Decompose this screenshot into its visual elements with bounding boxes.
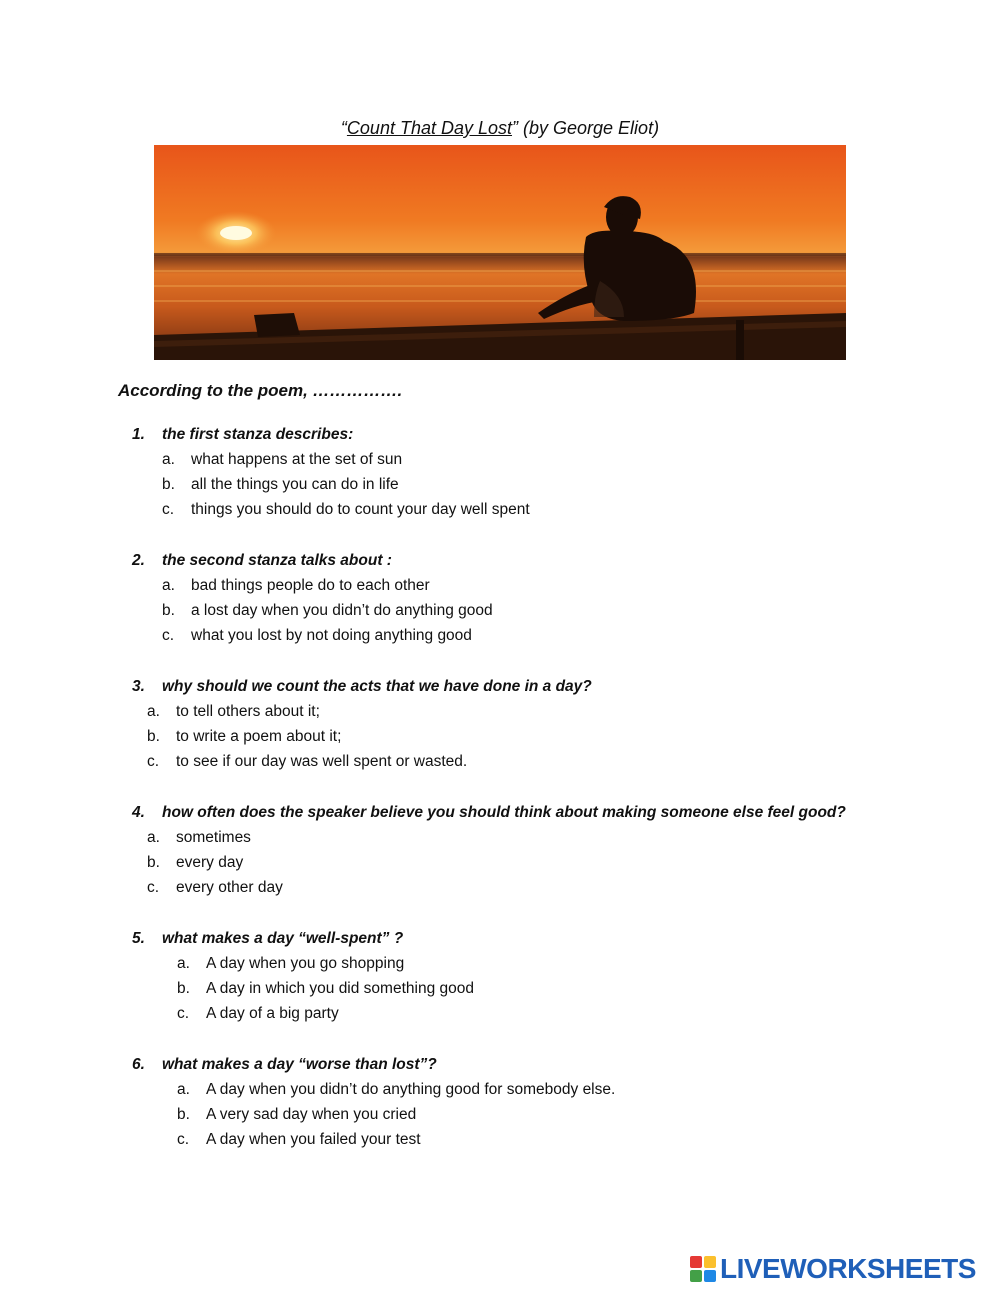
answer-option[interactable]: A very sad day when you cried — [206, 1106, 417, 1123]
answer-option[interactable]: to tell others about it; — [176, 703, 320, 720]
answer-option[interactable]: every day — [176, 854, 244, 871]
option-letter: a. — [177, 955, 190, 972]
answer-option[interactable]: all the things you can do in life — [191, 476, 399, 493]
option-letter: b. — [147, 728, 160, 745]
question-number: 1. — [132, 426, 145, 443]
option-letter: b. — [147, 854, 160, 871]
option-letter: a. — [147, 829, 160, 846]
answer-option[interactable]: bad things people do to each other — [191, 577, 430, 594]
title-open-quote: “ — [340, 118, 347, 138]
answer-option[interactable]: A day when you didn’t do anything good for somebody else. — [206, 1081, 616, 1098]
answer-option[interactable]: to write a poem about it; — [176, 728, 342, 745]
answer-option[interactable]: A day when you go shopping — [206, 955, 405, 972]
option-letter: a. — [162, 577, 175, 594]
logo-tile — [704, 1270, 716, 1282]
sunset-photo — [154, 145, 846, 360]
option-letter: c. — [162, 501, 175, 518]
question-text: the second stanza talks about : — [162, 552, 392, 569]
logo-tile — [690, 1256, 702, 1268]
option-letter: a. — [162, 451, 175, 468]
answer-option[interactable]: A day in which you did something good — [206, 980, 474, 997]
liveworksheets-logo — [690, 1254, 976, 1284]
title-author: ” (by George Eliot) — [512, 118, 660, 138]
question-number: 6. — [132, 1056, 145, 1073]
answer-option[interactable]: a lost day when you didn’t do anything good — [191, 602, 493, 619]
question-text: how often does the speaker believe you should think about making someone else feel good? — [162, 804, 846, 821]
option-letter: b. — [177, 1106, 190, 1123]
option-letter: c. — [147, 879, 160, 896]
option-letter: c. — [177, 1131, 190, 1148]
option-letter: c. — [177, 1005, 190, 1022]
option-letter: a. — [147, 703, 160, 720]
intro-prompt: According to the poem, ……………. — [118, 381, 403, 400]
question-number: 4. — [132, 804, 145, 821]
logo-tile — [690, 1270, 702, 1282]
option-letter: a. — [177, 1081, 190, 1098]
answer-option[interactable]: to see if our day was well spent or wasted. — [176, 753, 468, 770]
answer-option[interactable]: sometimes — [176, 829, 251, 846]
option-letter: c. — [162, 627, 175, 644]
answer-option[interactable]: A day of a big party — [206, 1005, 339, 1022]
question-number: 3. — [132, 678, 145, 695]
page-title — [0, 118, 1000, 139]
question-number: 5. — [132, 930, 145, 947]
answer-option[interactable]: what happens at the set of sun — [191, 451, 403, 468]
liveworksheets-mark-icon — [690, 1256, 716, 1282]
question-text: why should we count the acts that we have done in a day? — [162, 678, 592, 695]
answer-option[interactable]: things you should do to count your day well spent — [191, 501, 530, 518]
question-text: what makes a day “well-spent” ? — [162, 930, 404, 947]
answer-option[interactable]: every other day — [176, 879, 283, 896]
option-letter: c. — [147, 753, 160, 770]
poem-title: Count That Day Lost — [346, 118, 513, 138]
question-text: what makes a day “worse than lost”? — [162, 1056, 437, 1073]
answer-option[interactable]: what you lost by not doing anything good — [191, 627, 472, 644]
option-letter: b. — [162, 602, 175, 619]
option-letter: b. — [177, 980, 190, 997]
option-letter: b. — [162, 476, 175, 493]
question-text: the first stanza describes: — [162, 426, 354, 443]
logo-tile — [704, 1256, 716, 1268]
question-number: 2. — [132, 552, 145, 569]
logo-text: LIVEWORKSHEETS — [720, 1253, 976, 1284]
answer-option[interactable]: A day when you failed your test — [206, 1131, 421, 1148]
